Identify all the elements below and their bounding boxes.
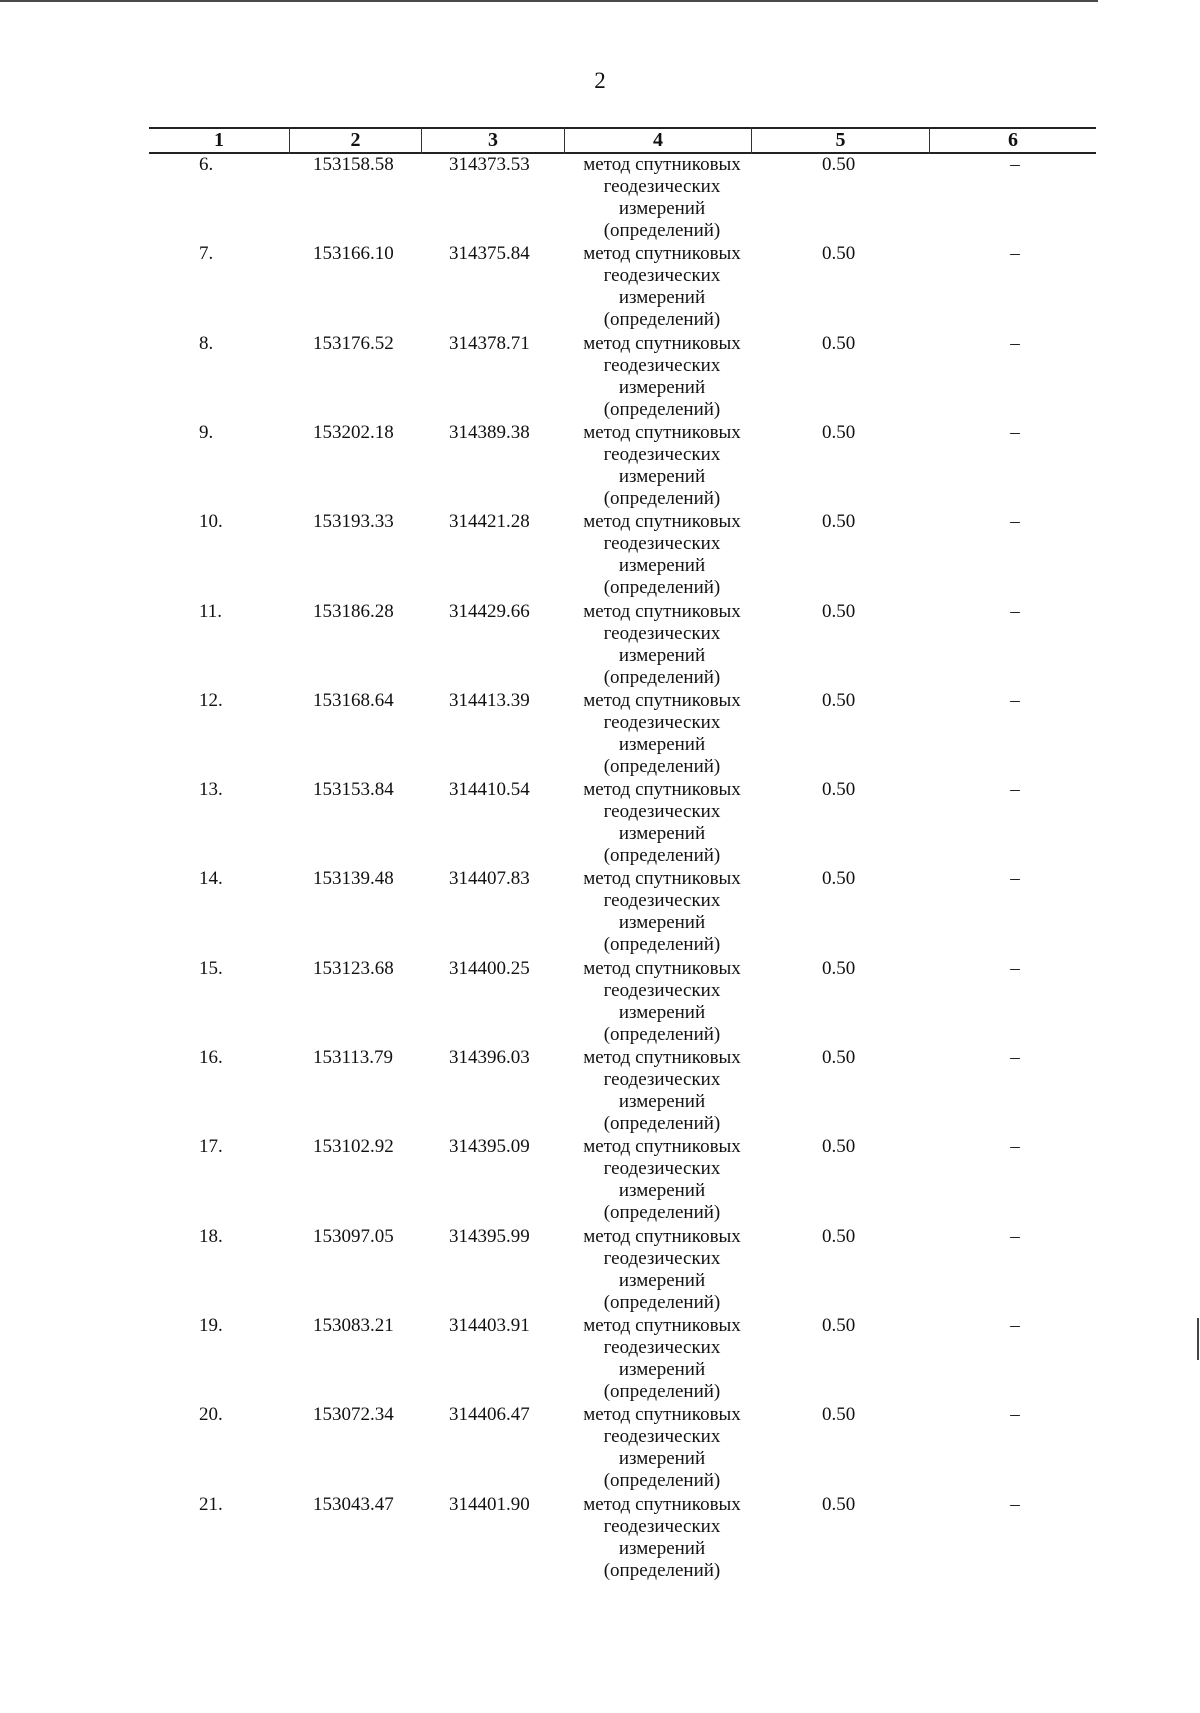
note-dash: – — [1010, 154, 1020, 175]
accuracy-value: 0.50 — [822, 868, 856, 890]
measurement-method — [573, 243, 751, 331]
method-line: метод спутниковых — [583, 957, 741, 979]
measurement-method — [573, 422, 751, 510]
method-line: геодезических — [603, 1426, 721, 1448]
method-line: измерений — [618, 465, 706, 487]
method-line: (определений) — [603, 1113, 721, 1134]
coordinate-y: 314375.84 — [449, 243, 530, 265]
method-line: метод спутниковых — [583, 600, 741, 622]
note-dash: – — [1010, 1493, 1020, 1515]
method-line: измерений — [618, 1269, 706, 1291]
method-line: измерений — [618, 555, 706, 577]
coordinate-x: 153153.84 — [313, 779, 394, 801]
coordinate-x: 153166.10 — [313, 243, 394, 265]
method-line: метод спутниковых — [583, 868, 741, 890]
note-dash: – — [1010, 243, 1020, 265]
point-number: 12. — [199, 689, 223, 711]
point-number: 17. — [199, 1136, 223, 1158]
method-line: (определений) — [603, 1202, 721, 1224]
note-dash: – — [1010, 1136, 1020, 1158]
method-line: метод спутниковых — [583, 1314, 741, 1336]
accuracy-value: 0.50 — [822, 332, 856, 354]
note-dash: – — [1010, 600, 1020, 622]
accuracy-value: 0.50 — [822, 957, 856, 979]
accuracy-value: 0.50 — [822, 511, 856, 533]
note-dash: – — [1010, 1404, 1020, 1426]
method-line: метод спутниковых — [583, 1404, 741, 1426]
header-col-6: 6 — [1008, 129, 1018, 151]
method-line: (определений) — [603, 755, 721, 777]
method-line: геодезических — [603, 176, 721, 197]
note-dash: – — [1010, 957, 1020, 979]
header-col-3: 3 — [488, 129, 498, 151]
method-line: метод спутниковых — [583, 243, 741, 265]
method-line: метод спутниковых — [583, 1493, 741, 1515]
method-line: геодезических — [603, 1158, 721, 1180]
coordinate-x: 153186.28 — [313, 600, 394, 622]
measurement-method — [573, 1315, 751, 1403]
point-number: 14. — [199, 868, 223, 890]
method-line: (определений) — [603, 1559, 721, 1581]
table-row — [0, 243, 1200, 332]
coordinate-y: 314429.66 — [449, 600, 530, 622]
method-line: геодезических — [603, 443, 721, 465]
table-row — [0, 958, 1200, 1047]
accuracy-value: 0.50 — [822, 600, 856, 622]
header-col-1: 1 — [214, 129, 224, 151]
method-line: измерений — [618, 287, 706, 309]
method-line: геодезических — [603, 1336, 721, 1358]
method-line: (определений) — [603, 487, 721, 509]
method-line: (определений) — [603, 934, 721, 956]
measurement-method — [573, 1404, 751, 1492]
method-line: измерений — [618, 376, 706, 398]
table-row — [0, 154, 1200, 243]
point-number: 13. — [199, 779, 223, 801]
table-row — [0, 1315, 1200, 1404]
method-line: (определений) — [603, 220, 721, 241]
note-dash: – — [1010, 689, 1020, 711]
measurement-method — [573, 690, 751, 778]
table-row — [0, 779, 1200, 868]
method-line: метод спутниковых — [583, 511, 741, 533]
coordinate-y: 314403.91 — [449, 1314, 530, 1336]
coordinate-y: 314373.53 — [449, 154, 530, 175]
point-number: 16. — [199, 1047, 223, 1068]
note-dash: – — [1010, 332, 1020, 354]
table-row — [0, 1136, 1200, 1225]
method-line: измерений — [618, 1091, 706, 1112]
point-number: 15. — [199, 957, 223, 979]
note-dash: – — [1010, 779, 1020, 801]
point-number: 21. — [199, 1493, 223, 1515]
method-line: (определений) — [603, 1023, 721, 1045]
coordinate-x: 153083.21 — [313, 1314, 394, 1336]
scan-top-border — [0, 0, 1098, 2]
method-line: геодезических — [603, 265, 721, 287]
coordinate-x: 153072.34 — [313, 1404, 394, 1426]
accuracy-value: 0.50 — [822, 1493, 856, 1515]
coordinate-x: 153158.58 — [313, 154, 394, 175]
coordinate-x: 153176.52 — [313, 332, 394, 354]
note-dash: – — [1010, 511, 1020, 533]
accuracy-value: 0.50 — [822, 1136, 856, 1158]
measurement-method — [573, 779, 751, 867]
coordinate-y: 314378.71 — [449, 332, 530, 354]
method-line: геодезических — [603, 533, 721, 555]
method-line: (определений) — [603, 577, 721, 599]
header-col-5: 5 — [835, 129, 846, 151]
method-line: (определений) — [603, 845, 721, 867]
method-line: измерений — [618, 912, 706, 934]
method-line: измерений — [618, 733, 706, 755]
point-number: 9. — [199, 421, 214, 443]
accuracy-value: 0.50 — [822, 1225, 856, 1247]
coordinate-x: 153097.05 — [313, 1225, 394, 1247]
method-line: измерений — [618, 1358, 706, 1380]
coordinate-x: 153193.33 — [313, 511, 394, 533]
note-dash: – — [1010, 1314, 1020, 1336]
method-line: геодезических — [603, 1247, 721, 1269]
measurement-method — [573, 1226, 751, 1314]
accuracy-value: 0.50 — [822, 1047, 856, 1068]
coordinate-x: 153043.47 — [313, 1493, 394, 1515]
table-row — [0, 601, 1200, 690]
coordinate-x: 153102.92 — [313, 1136, 394, 1158]
method-line: геодезических — [603, 354, 721, 376]
table-row — [0, 1226, 1200, 1315]
note-dash: – — [1010, 1225, 1020, 1247]
point-number: 7. — [199, 243, 214, 265]
accuracy-value: 0.50 — [822, 154, 856, 175]
method-line: измерений — [618, 1180, 706, 1202]
accuracy-value: 0.50 — [822, 243, 856, 265]
table-row — [0, 1047, 1200, 1136]
coordinate-y: 314395.99 — [449, 1225, 530, 1247]
method-line: (определений) — [603, 1470, 721, 1492]
method-line: метод спутниковых — [583, 779, 741, 801]
method-line: геодезических — [603, 711, 721, 733]
accuracy-value: 0.50 — [822, 1314, 856, 1336]
method-line: измерений — [618, 1537, 706, 1559]
coordinate-x: 153123.68 — [313, 957, 394, 979]
coordinate-y: 314413.39 — [449, 689, 530, 711]
method-line: геодезических — [603, 890, 721, 912]
measurement-method — [573, 333, 751, 421]
header-col-2: 2 — [350, 129, 361, 151]
coordinate-x: 153113.79 — [313, 1047, 394, 1068]
point-number: 20. — [199, 1404, 223, 1426]
method-line: метод спутниковых — [583, 1136, 741, 1158]
method-line: геодезических — [603, 1069, 721, 1090]
method-line: геодезических — [603, 622, 721, 644]
coordinate-y: 314396.03 — [449, 1047, 530, 1068]
method-line: измерений — [618, 644, 706, 666]
coordinate-y: 314410.54 — [449, 779, 530, 801]
method-line: измерений — [618, 1001, 706, 1023]
measurement-method — [573, 1047, 751, 1135]
coordinate-x: 153139.48 — [313, 868, 394, 890]
point-number: 11. — [199, 600, 223, 622]
method-line: (определений) — [603, 1380, 721, 1402]
coordinate-y: 314406.47 — [449, 1404, 530, 1426]
coordinate-x: 153202.18 — [313, 421, 394, 443]
method-line: метод спутниковых — [583, 1225, 741, 1247]
method-line: (определений) — [603, 398, 721, 420]
coordinate-y: 314389.38 — [449, 421, 530, 443]
point-number: 10. — [199, 511, 223, 533]
method-line: (определений) — [603, 309, 721, 331]
measurement-method — [573, 1494, 751, 1582]
method-line: геодезических — [603, 801, 721, 823]
method-line: измерений — [618, 823, 706, 845]
note-dash: – — [1010, 1047, 1020, 1068]
method-line: метод спутниковых — [583, 689, 741, 711]
header-col-4: 4 — [653, 129, 663, 151]
accuracy-value: 0.50 — [822, 1404, 856, 1426]
measurement-method — [573, 1136, 751, 1224]
method-line: геодезических — [603, 979, 721, 1001]
method-line: измерений — [618, 198, 706, 219]
table-row — [0, 690, 1200, 779]
table-row — [0, 511, 1200, 600]
method-line: измерений — [618, 1448, 706, 1470]
measurement-method — [573, 958, 751, 1046]
point-number: 18. — [199, 1225, 223, 1247]
coordinate-x: 153168.64 — [313, 689, 394, 711]
point-number: 8. — [199, 332, 214, 354]
coordinate-y: 314421.28 — [449, 511, 530, 533]
measurement-method — [573, 511, 751, 599]
method-line: геодезических — [603, 1515, 721, 1537]
method-line: метод спутниковых — [583, 421, 741, 443]
measurement-method — [573, 601, 751, 689]
accuracy-value: 0.50 — [822, 779, 856, 801]
coordinate-y: 314400.25 — [449, 957, 530, 979]
accuracy-value: 0.50 — [822, 421, 856, 443]
point-number: 19. — [199, 1314, 223, 1336]
coordinate-y: 314401.90 — [449, 1493, 530, 1515]
coordinate-y: 314407.83 — [449, 868, 530, 890]
table-row — [0, 1494, 1200, 1583]
method-line: метод спутниковых — [583, 332, 741, 354]
table-row — [0, 422, 1200, 511]
table-row — [0, 333, 1200, 422]
point-number: 6. — [199, 154, 214, 175]
method-line: (определений) — [603, 666, 721, 688]
method-line: (определений) — [603, 1291, 721, 1313]
accuracy-value: 0.50 — [822, 689, 856, 711]
coordinate-y: 314395.09 — [449, 1136, 530, 1158]
note-dash: – — [1010, 421, 1020, 443]
table-row — [0, 868, 1200, 957]
method-line: метод спутниковых — [583, 154, 741, 175]
measurement-method — [573, 154, 751, 242]
page-number: 2 — [594, 68, 606, 93]
method-line: метод спутниковых — [583, 1047, 741, 1068]
table-row — [0, 1404, 1200, 1493]
measurement-method — [573, 868, 751, 956]
note-dash: – — [1010, 868, 1020, 890]
